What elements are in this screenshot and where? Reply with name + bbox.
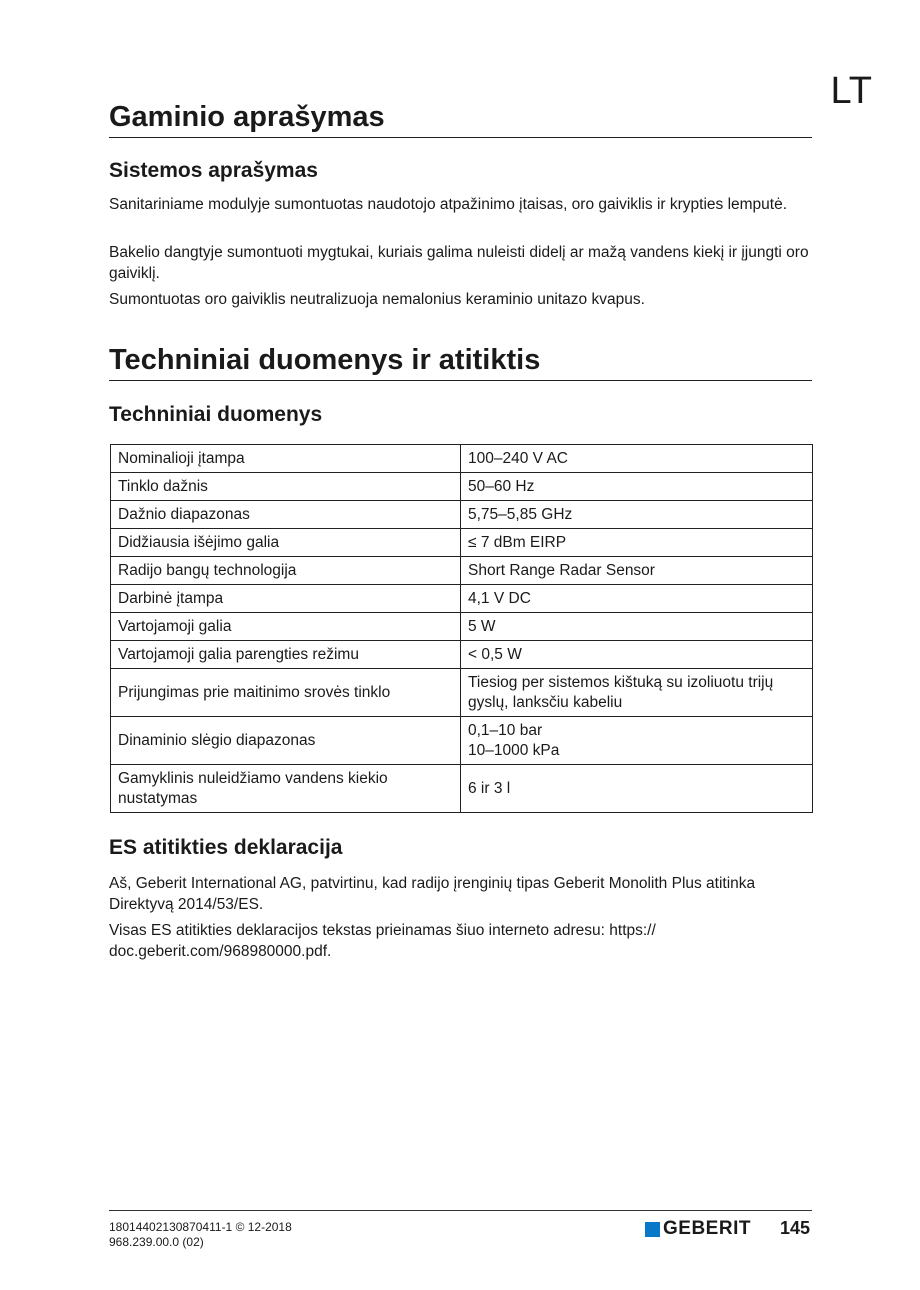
parameter-value: 6 ir 3 l <box>461 765 813 813</box>
parameter-name: Radijo bangų technologija <box>111 557 461 585</box>
parameter-value: 5 W <box>461 613 813 641</box>
paragraph: Visas ES atitikties deklaracijos tekstas prieinamas šiuo interneto adresu: https:// doc.geberit.com/968980000.pdf. <box>109 922 656 960</box>
doc-code: 968.239.00.0 (02) <box>109 1235 204 1249</box>
subsection-system-description: Sistemos aprašymas <box>109 159 318 182</box>
table-row <box>111 641 813 669</box>
parameter-name: Gamyklinis nuleidžiamo vandens kiekio nustatymas <box>111 765 461 813</box>
subsection-technical-data: Techniniai duomenys <box>109 403 323 426</box>
parameter-value: < 0,5 W <box>461 641 813 669</box>
parameter-name: Didžiausia išėjimo galia <box>111 529 461 557</box>
table-row <box>111 765 813 813</box>
page-number: 145 <box>780 1218 811 1238</box>
parameter-name: Tinklo dažnis <box>111 473 461 501</box>
parameter-value: ≤ 7 dBm EIRP <box>461 529 813 557</box>
parameter-value: 100–240 V AC <box>461 445 813 473</box>
table-row <box>111 717 813 765</box>
paragraph: Aš, Geberit International AG, patvirtinu, kad radijo įrenginių tipas Geberit Monolith Plus atitinka Direktyvą 2014/53/ES. <box>109 875 756 913</box>
table-row <box>111 585 813 613</box>
footer-doc-info <box>109 1220 292 1250</box>
parameter-name: Nominalioji įtampa <box>111 445 461 473</box>
parameter-value: 50–60 Hz <box>461 473 813 501</box>
language-code: LT <box>830 70 872 112</box>
parameter-name: Vartojamoji galia parengties režimu <box>111 641 461 669</box>
table-row <box>111 613 813 641</box>
parameter-name: Darbinė įtampa <box>111 585 461 613</box>
table-row <box>111 501 813 529</box>
doc-number: 18014402130870411-1 © 12-2018 <box>109 1220 292 1234</box>
subsection-ec-declaration: ES atitikties deklaracija <box>109 836 343 859</box>
table-row <box>111 557 813 585</box>
parameter-name: Vartojamoji galia <box>111 613 461 641</box>
parameter-name: Prijungimas prie maitinimo srovės tinklo <box>111 669 461 717</box>
table-row <box>111 445 813 473</box>
parameter-value: 4,1 V DC <box>461 585 813 613</box>
parameter-value: Tiesiog per sistemos kištuką su izoliuotu trijų gyslų, lanksčiu kabeliu <box>461 669 813 717</box>
paragraph: Sanitariniame modulyje sumontuotas naudotojo atpažinimo įtaisas, oro gaiviklis ir krypties lemputė. <box>109 196 788 213</box>
section-title-product-description: Gaminio aprašymas <box>109 101 812 138</box>
parameter-name: Dinaminio slėgio diapazonas <box>111 717 461 765</box>
logo-square-icon <box>645 1222 660 1237</box>
table-row <box>111 529 813 557</box>
paragraph: Bakelio dangtyje sumontuoti mygtukai, kuriais galima nuleisti didelį ar mažą vandens kiekį ir įjungti oro gaiviklį. <box>109 244 809 282</box>
table-row <box>111 669 813 717</box>
technical-data-table <box>110 444 813 813</box>
geberit-logo <box>645 1218 751 1240</box>
parameter-value: Short Range Radar Sensor <box>461 557 813 585</box>
section-title-technical-data: Techniniai duomenys ir atitiktis <box>109 344 812 381</box>
parameter-name: Dažnio diapazonas <box>111 501 461 529</box>
paragraph: Sumontuotas oro gaiviklis neutralizuoja nemalonius keraminio unitazo kvapus. <box>109 291 645 308</box>
table-row <box>111 473 813 501</box>
logo-text: GEBERIT <box>663 1218 751 1239</box>
parameter-value: 5,75–5,85 GHz <box>461 501 813 529</box>
parameter-value: 0,1–10 bar 10–1000 kPa <box>461 717 813 765</box>
footer-divider <box>109 1210 812 1211</box>
